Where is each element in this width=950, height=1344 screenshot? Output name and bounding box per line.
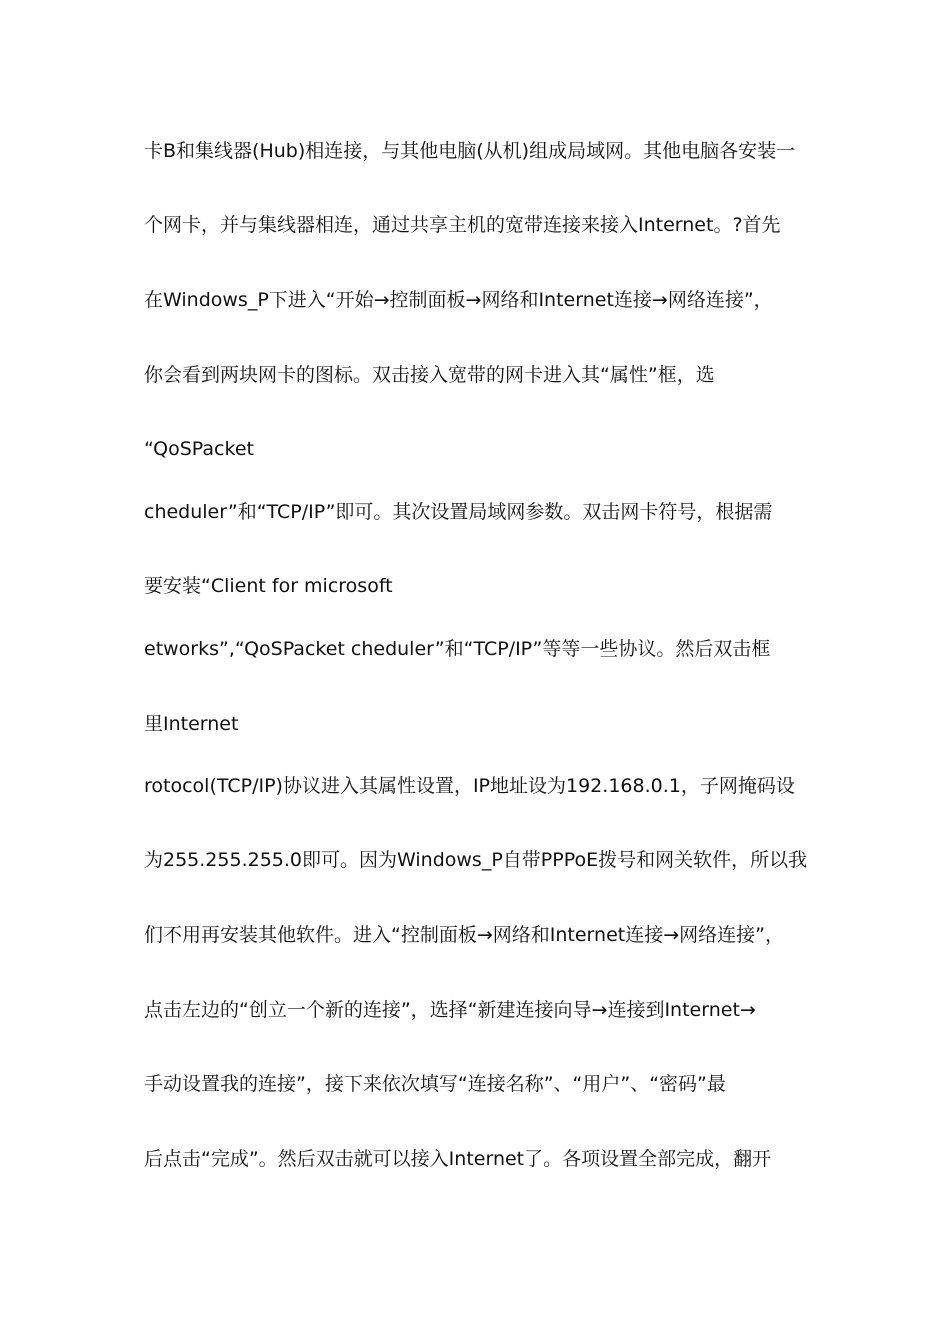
text-line: 卡B和集线器(Hub)相连接，与其他电脑(从机)组成局域网。其他电脑各安装一 bbox=[144, 140, 796, 162]
text-line: 们不用再安装其他软件。进入“控制面板→网络和Internet连接→网络连接”， bbox=[144, 924, 784, 946]
text-line: cheduler”和“TCP/IP”即可。其次设置局域网参数。双击网卡符号，根据需 bbox=[144, 501, 773, 523]
text-line: 你会看到两块网卡的图标。双击接入宽带的网卡进入其“属性”框，选 bbox=[144, 364, 715, 386]
text-line: 点击左边的“创立一个新的连接”，选择“新建连接向导→连接到Internet→ bbox=[144, 999, 756, 1021]
text-line: 要安装“Client for microsoft bbox=[144, 575, 393, 597]
text-line: 里Internet bbox=[144, 713, 239, 735]
text-line: etworks”,“QoSPacket cheduler”和“TCP/IP”等等一些协议。然后双击框 bbox=[144, 638, 771, 660]
text-line: “QoSPacket bbox=[144, 438, 254, 460]
text-line: 后点击“完成”。然后双击就可以接入Internet了。各项设置全部完成，翻开 bbox=[144, 1148, 772, 1170]
text-line: 在Windows_P下进入“开始→控制面板→网络和Internet连接→网络连接”， bbox=[144, 289, 773, 311]
text-line: 为255.255.255.0即可。因为Windows_P自带PPPoE拨号和网关软件，所以我 bbox=[144, 849, 808, 871]
text-line: 个网卡，并与集线器相连，通过共享主机的宽带连接来接入Internet。?首先 bbox=[144, 214, 781, 236]
text-line: 手动设置我的连接”，接下来依次填写“连接名称”、“用户”、“密码”最 bbox=[144, 1073, 726, 1095]
text-line: rotocol(TCP/IP)协议进入其属性设置，IP地址设为192.168.0.1，子网掩码设 bbox=[144, 775, 795, 797]
